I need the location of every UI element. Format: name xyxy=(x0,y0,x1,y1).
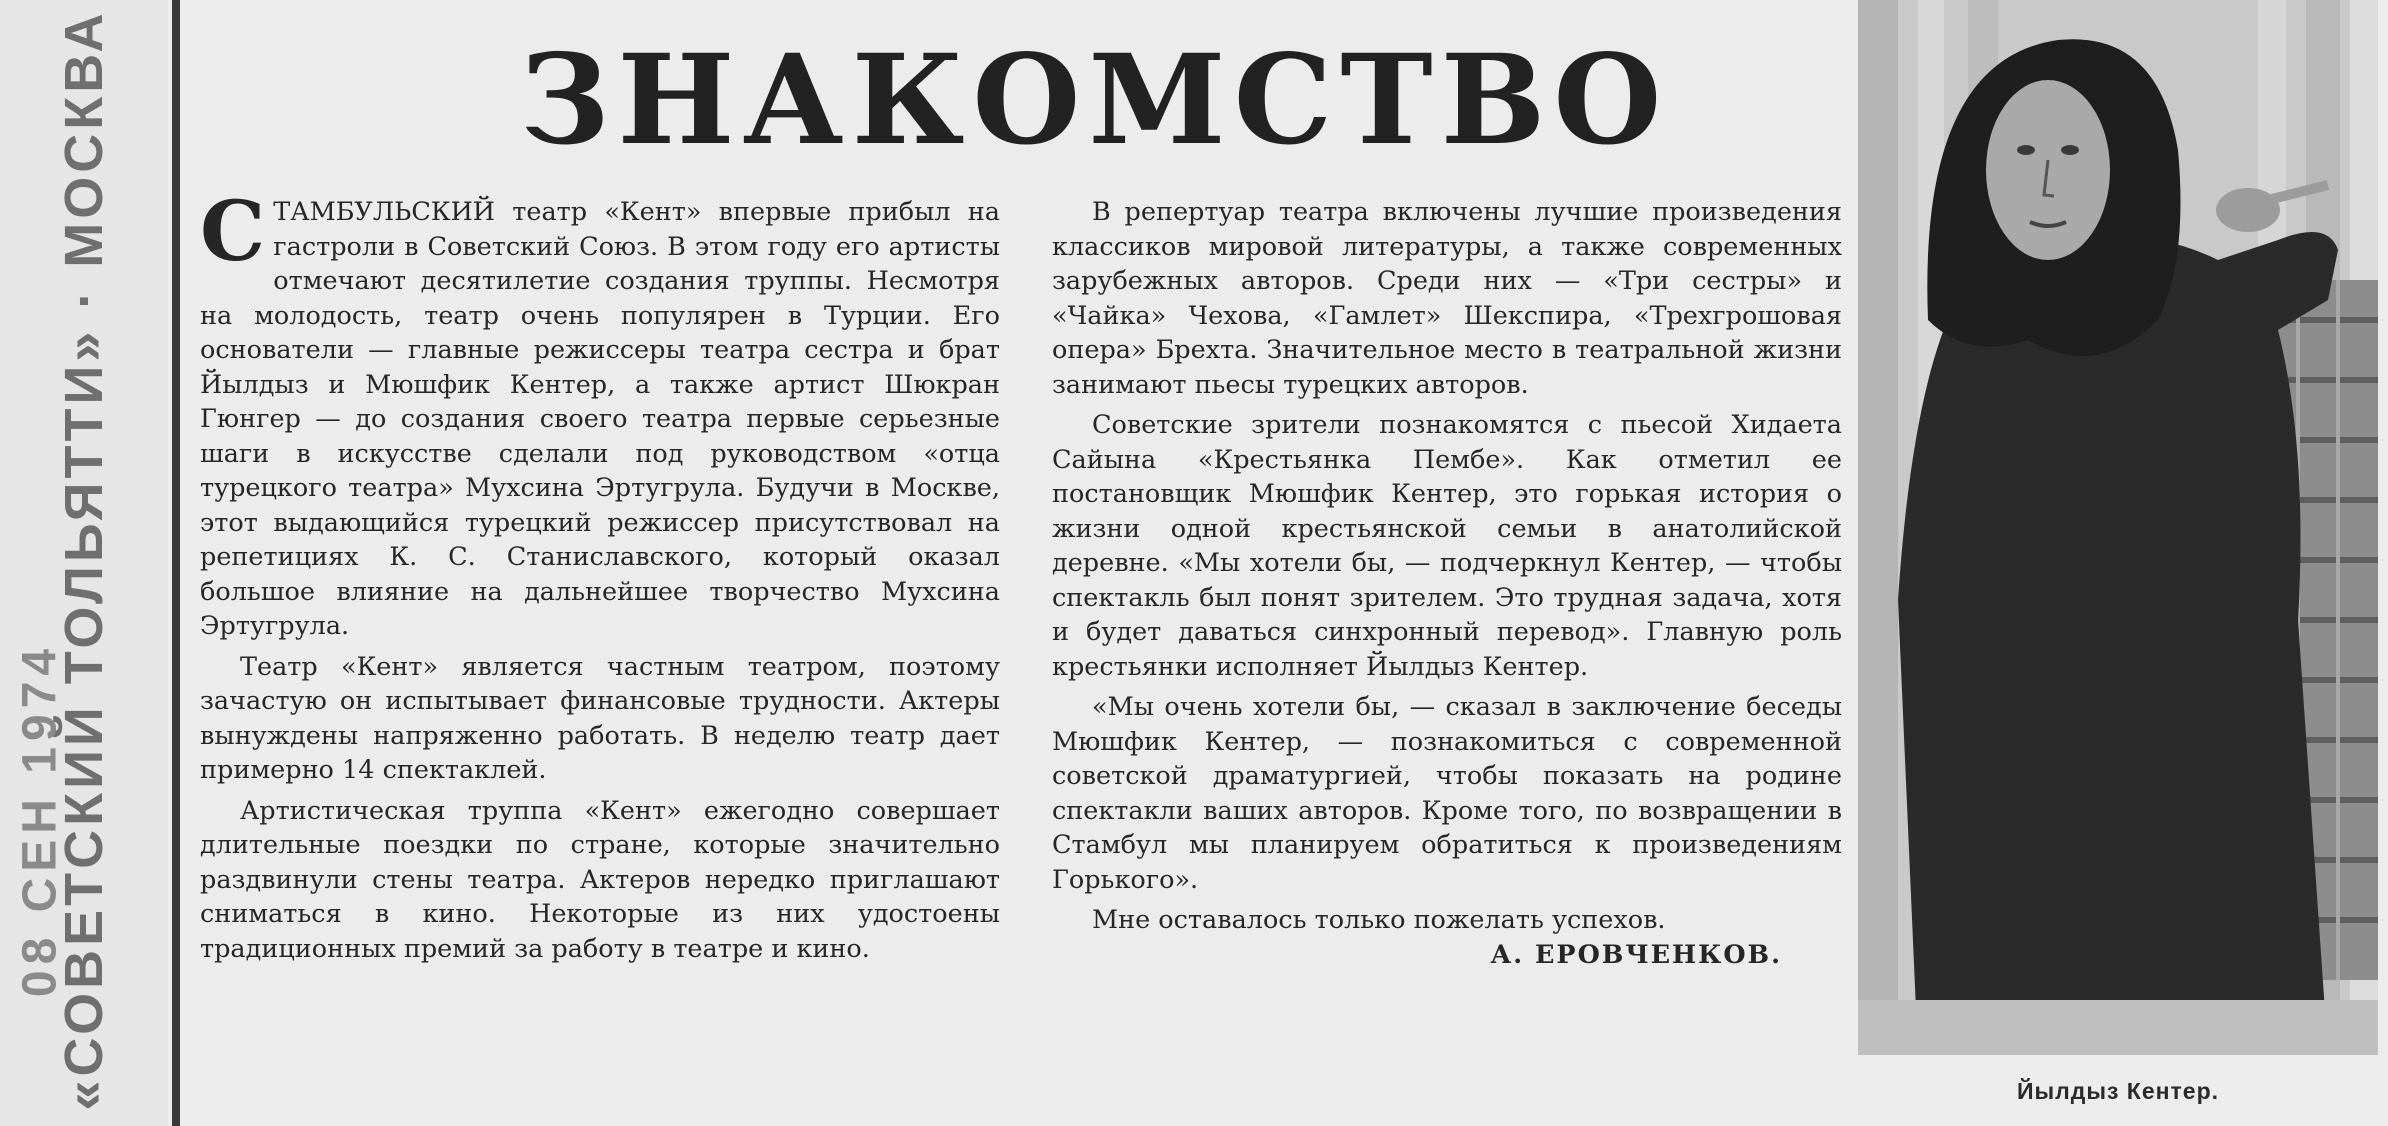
article-paragraph: «Мы очень хотели бы, — сказал в заключение беседы Мюшфик Кентер, — познакомиться с современной советской драматургией, чтобы показать на родине спектакли ваших авторов. Кроме того, по возвращении в Стамбул мы планируем обратиться к произведениям Горького». xyxy=(1052,692,1842,895)
author-signature: А. ЕРОВЧЕНКОВ. xyxy=(1490,939,1782,970)
article-paragraph: Артистическая труппа «Кент» ежегодно совершает длительные поездки по стране, которые значительно раздвинули стены театра. Актеров нередко приглашают сниматься в кино. Некоторые из них удостоены традиционных премий за работу в театре и кино. xyxy=(200,795,1000,964)
photo-caption: Йылдыз Кентер. xyxy=(2016,1078,2220,1104)
column-rule xyxy=(172,0,180,1126)
stamp-date: 08 СЕН 1974 xyxy=(13,642,67,998)
portrait-illustration xyxy=(1858,0,2378,1055)
article-paragraph: В репертуар театра включены лучшие произведения классиков мировой литературы, а также современных зарубежных авторов. Среди них — «Три сестры» и «Чайка» Чехова, «Гамлет» Шекспира, «Трехгрошовая опера» Брехта. Значительное место в театральной жизни занимают пьесы турецких авторов. xyxy=(1052,197,1842,400)
stamp-publication: «СОВЕТСКИЙ ТОЛЬЯТТИ» · МОСКВА xyxy=(54,9,114,1111)
article-closing xyxy=(1052,903,1842,972)
drop-cap: С xyxy=(200,184,266,280)
article-title: ЗНАКОМСТВО xyxy=(520,28,1670,173)
article-column-left xyxy=(200,184,1000,972)
archive-stamp xyxy=(0,0,168,1126)
article-paragraph: Театр «Кент» является частным театром, поэтому зачастую он испытывает финансовые трудности. Актеры вынуждены напряженно работать. В неделю театр дает примерно 14 спектаклей. xyxy=(200,651,1000,785)
article-paragraph: Советские зрители познакомятся с пьесой Хидаета Сайына «Крестьянка Пембе». Как отметил ее постановщик Мюшфик Кентер, это горькая история о жизни одной крестьянской семьи в анатолийской деревне. «Мы хотели бы, — подчеркнул Кентер, — чтобы спектакль был понят зрителем. Это трудная задача, хотя и будет даваться синхронный перевод». Главную роль крестьянки исполняет Йылдыз Кентер. xyxy=(1052,410,1842,682)
paragraph-text: ТАМБУЛЬСКИЙ театр «Кент» впервые прибыл на гастроли в Советский Союз. В этом году его артисты отмечают десятилетие создания труппы. Несмотря на молодость, театр очень популярен в Турции. Его основатели — главные режиссеры театра сестра и брат Йылдыз и Мюшфик Кентер, а также артист Шюкран Гюнгер — до создания своего театра первые серьезные шаги в искусстве сделали под руководством «отца турецкого театра» Мухсина Эртугрула. Будучи в Москве, этот выдающийся турецкий режиссер присутствовал на репетициях К. С. Станиславского, который оказал большое влияние на дальнейшее творчество Мухсина Эртугрула. xyxy=(200,197,1000,641)
article-paragraph xyxy=(200,184,1000,644)
closing-line: Мне оставалось только пожелать успехов. xyxy=(1092,905,1666,935)
portrait-photo xyxy=(1858,0,2378,1055)
article-column-right xyxy=(1052,195,1842,972)
